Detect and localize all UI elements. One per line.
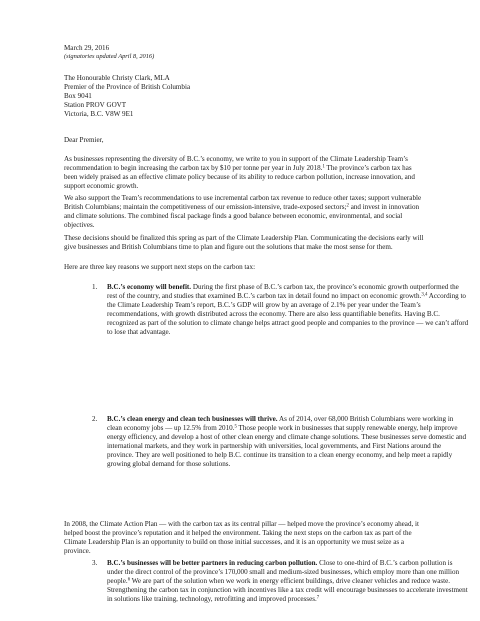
address-line-1: The Honourable Christy Clark, MLA — [64, 74, 170, 82]
address-line-2: Premier of the Province of British Columbia — [64, 83, 191, 91]
paragraph-1-text-a: As businesses representing the diversity of B.C.’s economy, we write to you in support of the Climate Leadership Team’s recommendation to begin increasing the carbon tax by $10 per tonne per year in July 2018. — [64, 155, 408, 172]
letter-date: March 29, 2016 — [64, 44, 110, 52]
paragraph-5: In 2008, the Climate Action Plan — with the carbon tax as its central pillar — helped move the province’s economy ahead, it helped boost the province’s reputation and it helped the environment. Taking the next steps on the carbon tax as part of the Climate Leadership Plan is an opportunity to build on those initial successes, and it is an opportunity we must seize as a province. — [64, 520, 419, 555]
list-item-number: 3. — [92, 559, 98, 567]
footnote-ref-2: 2 — [346, 203, 349, 209]
paragraph-2 — [64, 194, 426, 230]
letter-header — [64, 44, 426, 60]
list-item-text-b: According to the Climate Leadership Team’s report, B.C.’s GDP will grow by an average of 2.1% per year under the Team’s recommendations, with growth distributed across the economy. There are also less quantifiable benefits. Having B.C. recognized as part of the solution to climate change helps attract good people and companies to the province — we can’t afford to lose that advantage. — [107, 292, 469, 336]
paragraph-1 — [64, 155, 426, 191]
list-item — [64, 415, 469, 469]
list-item-text-a: During the first phase of B.C.’s carbon tax, the province’s economic growth outperformed the rest of the country, and studies that examined B.C.’s carbon tax in detail found no impact on economic growth. — [107, 283, 459, 300]
signatories-update-note: (signatories updated April 8, 2016) — [64, 53, 155, 60]
list-item-text-b: We are part of the solution when we work in energy efficient buildings, drive cleaner vehicles and reduce waste. Strengthening the carbon tax in conjunction with incentives like a tax credit will encourage businesses to accelerate investment in solutions like training, technology, retrofitting and improved processes. — [107, 577, 468, 603]
list-item-text-a: Close to one-third of B.C.’s carbon pollution is under the direct control of the province’s 170,000 small and medium-sized businesses, which employ more than one million people. — [107, 559, 460, 585]
list-item — [64, 559, 469, 604]
list-item — [64, 283, 469, 337]
footnote-ref-6: 6 — [127, 577, 131, 583]
paragraph-2-text-a: We also support the Team’s recommendations to use incremental carbon tax revenue to reduce other taxes; support vulnerable British Columbians; maintain the competitiveness of our emission-intensive, trade-exposed sectors; — [64, 194, 422, 211]
paragraph-4: Here are three key reasons we support next steps on the carbon tax: — [64, 263, 256, 271]
paragraph-1-text-b: The province’s carbon tax has been widely praised as an effective climate policy because of its ability to reduce carbon pollution, increase innovation, and support economic growth. — [64, 164, 415, 190]
address-line-3: Box 9041 — [64, 92, 92, 100]
footnote-ref-5: 5 — [234, 424, 237, 430]
address-line-4: Station PROV GOVT — [64, 101, 127, 109]
footnote-ref-3-4: 3,4 — [421, 292, 428, 298]
paragraph-2-text-b: and invest in innovation and climate solutions. The combined fiscal package finds a good balance between economic, environmental, and social objectives. — [64, 203, 420, 229]
recipient-address — [64, 74, 426, 119]
address-line-5: Victoria, B.C. V8W 9E1 — [64, 110, 134, 118]
list-item-number: 1. — [92, 283, 98, 291]
list-item-text-a: As of 2014, over 68,000 British Columbians were working in clean economy jobs — up 12.5% from 2010. — [107, 415, 454, 432]
list-item-heading: B.C.’s clean energy and clean tech businesses will thrive. — [107, 415, 278, 423]
list-item-number: 2. — [92, 415, 98, 423]
list-item-heading: B.C.’s economy will benefit. — [107, 283, 192, 291]
footnote-ref-7: 7 — [316, 595, 320, 601]
footnote-ref-1: 1 — [322, 164, 325, 170]
paragraph-3: These decisions should be finalized this spring as part of the Climate Leadership Plan. Communicating the decisions early will give businesses and British Columbians time to plan and figure out the solutions that make the most sense for them. — [64, 234, 424, 251]
list-item-text-b: Those people work in businesses that supply renewable energy, help improve energy efficiency, and develop a host of other clean energy and climate change solutions. These businesses serve domestic and international markets, and they work in partnership with universities, local governments, and First Nations around the province. They are well positioned to help B.C. continue its transition to a clean energy economy, and help meet a rapidly growing global demand for those solutions. — [107, 424, 467, 468]
list-item-heading: B.C.’s businesses will be better partners in reducing carbon pollution. — [107, 559, 318, 567]
salutation: Dear Premier, — [64, 136, 104, 144]
